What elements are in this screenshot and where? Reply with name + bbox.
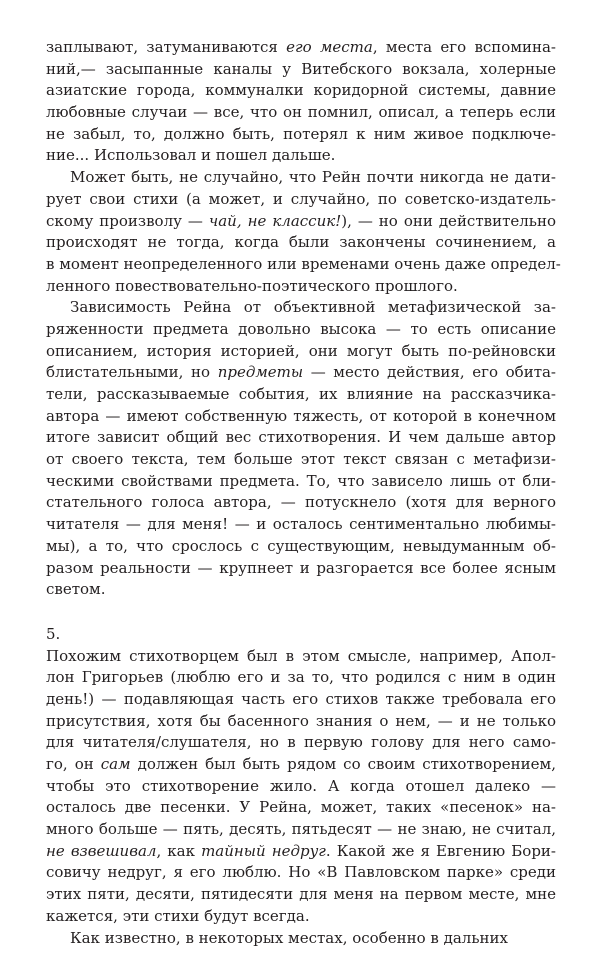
section-number: 5.: [46, 624, 61, 643]
text-segment: ние... Использовал и пошел дальше.: [46, 146, 336, 165]
paragraph-4: [46, 646, 556, 928]
text-segment: светом.: [46, 580, 106, 599]
text-segment: скому произволу —: [46, 211, 209, 230]
text-line: [46, 319, 556, 341]
text-segment: Как известно, в некоторых местах, особенно в дальних: [70, 928, 508, 947]
text-segment: разом реальности — крупнеет и разгорается все более ясным: [46, 558, 556, 577]
text-segment: для читателя/слушателя, но в первую голову для него само-: [46, 733, 556, 752]
text-line: [46, 754, 556, 776]
text-segment: Может быть, не случайно, что Рейн почти никогда не дати-: [70, 168, 556, 187]
text-segment: ), — но они действительно: [341, 211, 556, 230]
text-line: [46, 646, 556, 668]
text-segment: любовные случаи — все, что он помнил, описал, а теперь если: [46, 103, 556, 122]
text-line: [46, 276, 556, 298]
text-segment: ряженности предмета довольно высока — то есть описание: [46, 319, 556, 338]
text-line: [46, 558, 556, 580]
paragraph-2: [46, 167, 561, 297]
italic-text: его места: [286, 38, 373, 56]
text-line: [46, 102, 556, 124]
text-segment: от своего текста, тем больше этот текст связан с метафизи-: [46, 450, 556, 469]
text-line: [46, 167, 556, 189]
text-line: [46, 37, 556, 59]
text-segment: мы), а то, что срослось с существующим, невыдуманным об-: [46, 536, 556, 555]
text-segment: не забыл, то, должно быть, потерял к ним живое подключе-: [46, 124, 556, 143]
text-segment: день!) — подавляющая часть его стихов также требовала его: [46, 689, 556, 708]
text-line: [46, 80, 556, 102]
text-line: [46, 384, 556, 406]
text-line: [46, 211, 556, 233]
text-line: [46, 145, 556, 167]
text-segment: происходят не тогда, когда были закончены сочинением, а: [46, 233, 556, 252]
text-line: [46, 189, 556, 211]
text-segment: кажется, эти стихи будут всегда.: [46, 906, 310, 925]
text-line: [46, 819, 556, 841]
text-segment: присутствия, хотя бы басенного знания о нем, — и не только: [46, 711, 556, 730]
text-line: [46, 862, 556, 884]
text-segment: совичу недруг, я его люблю. Но «В Павловском парке» среди: [46, 863, 556, 882]
text-line: [46, 427, 556, 449]
section-gap: [46, 601, 556, 624]
text-segment: этих пяти, десяти, пятидесяти для меня на первом месте, мне: [46, 885, 556, 904]
text-line: [46, 514, 556, 536]
text-segment: Похожим стихотворцем был в этом смысле, например, Апол-: [46, 646, 556, 665]
text-segment: ческими свойствами предмета. То, что зависело лишь от бли-: [46, 471, 556, 490]
paragraph-1: [46, 37, 556, 167]
text-segment: должен был быть рядом со своим стихотворением,: [130, 755, 556, 773]
text-line: [46, 232, 556, 254]
text-segment: , места его вспомина-: [372, 38, 557, 56]
text-segment: тели, рассказываемые события, их влияние на рассказчика-: [46, 385, 556, 403]
text-segment: стательного голоса автора, — потускнело (хотя для верного: [46, 493, 556, 512]
text-segment: азиатские города, коммуналки коридорной системы, давние: [46, 81, 556, 100]
italic-text: предметы: [217, 363, 304, 382]
text-line: [46, 689, 556, 711]
paragraph-3: [46, 297, 556, 601]
text-segment: читателя — для меня! — и осталось сентиментально любимы-: [46, 515, 556, 534]
text-line: [46, 59, 556, 81]
text-segment: итоге зависит общий вес стихотворения. И чем дальше автор: [46, 428, 556, 447]
text-segment: , как: [156, 841, 202, 860]
text-segment: осталось две песенки. У Рейна, может, таких «песенок» на-: [46, 798, 556, 817]
text-segment: го, он: [46, 755, 101, 773]
text-line: [46, 579, 556, 601]
text-segment: . Какой же я Евгению Бори-: [325, 841, 557, 860]
text-line: [46, 254, 561, 276]
text-segment: заплывают, затуманиваются: [46, 38, 287, 56]
italic-text: сам: [100, 755, 131, 773]
text-segment: лон Григорьев (люблю его и за то, что родился с ним в один: [46, 668, 556, 687]
italic-text: не взвешивал: [46, 841, 157, 860]
text-line: [46, 341, 556, 363]
text-line: [46, 732, 556, 754]
text-segment: автора — имеют собственную тяжесть, от которой в конечном: [46, 406, 556, 425]
paragraph-5: [46, 928, 556, 950]
italic-text: чай, не классик!: [208, 211, 342, 230]
text-segment: ленного повествовательно-поэтического прошлого.: [46, 276, 458, 295]
book-page: [46, 37, 561, 949]
text-line: [46, 536, 556, 558]
text-line: [46, 471, 556, 493]
italic-text: тайный недруг: [201, 841, 326, 860]
text-segment: много больше — пять, десять, пятьдесят — не знаю, не считал,: [46, 820, 556, 839]
text-segment: чтобы это стихотворение жило. А когда отошел далеко —: [46, 776, 556, 795]
text-segment: описанием, история историей, они могут быть по-рейновски: [46, 341, 556, 360]
text-line: [46, 906, 556, 928]
text-line: [46, 797, 556, 819]
text-line: [46, 124, 556, 146]
text-line: [46, 492, 556, 514]
text-line: [46, 928, 556, 950]
text-line: [46, 449, 556, 471]
text-segment: блистательными, но: [46, 363, 218, 382]
text-line: [46, 884, 556, 906]
text-line: [46, 711, 556, 733]
text-line: [46, 362, 556, 384]
text-segment: в момент неопределенного или временами очень даже определ-: [46, 254, 561, 273]
text-segment: Зависимость Рейна от объективной метафизической за-: [70, 298, 556, 317]
text-line: [46, 667, 556, 689]
text-segment: — место действия, его обита-: [303, 363, 557, 382]
text-line: [46, 406, 556, 428]
text-line: [46, 776, 556, 798]
text-line: [46, 297, 556, 319]
text-line: [46, 841, 556, 863]
text-segment: рует свои стихи (а может, и случайно, по советско-издатель-: [46, 189, 556, 208]
text-segment: ний,— засыпанные каналы у Витебского вокзала, холерные: [46, 59, 556, 78]
